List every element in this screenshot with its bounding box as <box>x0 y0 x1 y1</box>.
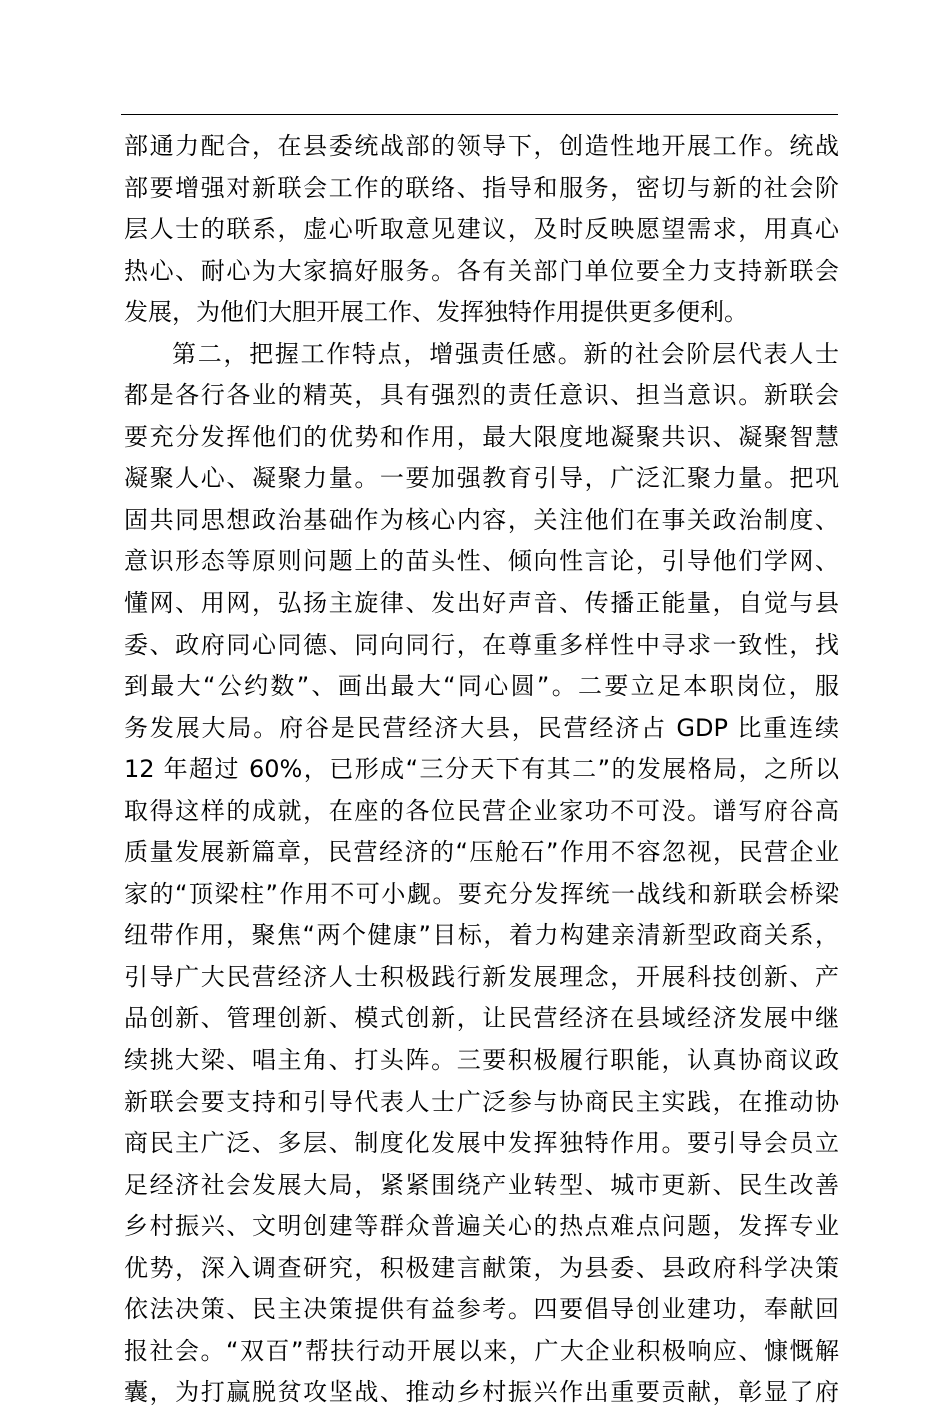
text-line: 乡村振兴、文明创建等群众普遍关心的热点难点问题，发挥专业 <box>124 1212 839 1241</box>
text-line: 纽带作用，聚焦“两个健康”目标，着力构建亲清新型政商关系， <box>124 921 839 950</box>
text-line: 优势，深入调查研究，积极建言献策，为县委、县政府科学决策 <box>124 1253 839 1282</box>
paragraph-start-line: 第二，把握工作特点，增强责任感。新的社会阶层代表人士 <box>172 339 839 368</box>
text-line: 到最大“公约数”、画出最大“同心圆”。二要立足本职岗位，服 <box>124 672 839 701</box>
text-line: 意识形态等原则问题上的苗头性、倾向性言论，引导他们学网、 <box>124 547 839 576</box>
body-text <box>124 126 839 1414</box>
text-line: 引导广大民营经济人士积极践行新发展理念，开展科技创新、产 <box>124 962 839 991</box>
header-rule <box>121 114 838 115</box>
text-line: 依法决策、民主决策提供有益参考。四要倡导创业建功，奉献回 <box>124 1295 839 1324</box>
text-line: 12 年超过 60%，已形成“三分天下有其二”的发展格局，之所以 <box>124 755 839 784</box>
text-line: 商民主广泛、多层、制度化发展中发挥独特作用。要引导会员立 <box>124 1129 839 1158</box>
text-line: 都是各行各业的精英，具有强烈的责任意识、担当意识。新联会 <box>124 381 839 410</box>
text-line: 部通力配合，在县委统战部的领导下，创造性地开展工作。统战 <box>124 132 839 160</box>
text-line: 质量发展新篇章，民营经济的“压舱石”作用不容忽视，民营企业 <box>124 838 839 867</box>
text-line: 层人士的联系，虚心听取意见建议，及时反映愿望需求，用真心 <box>124 215 839 244</box>
text-line: 新联会要支持和引导代表人士广泛参与协商民主实践，在推动协 <box>124 1087 839 1116</box>
text-line: 要充分发挥他们的优势和作用，最大限度地凝聚共识、凝聚智慧 <box>124 422 839 451</box>
text-line: 囊，为打赢脱贫攻坚战、推动乡村振兴作出重要贡献，彰显了府 <box>124 1378 839 1407</box>
text-line: 报社会。“双百”帮扶行动开展以来，广大企业积极响应、慷慨解 <box>124 1336 839 1365</box>
text-line: 部要增强对新联会工作的联络、指导和服务，密切与新的社会阶 <box>124 173 839 202</box>
text-line: 品创新、管理创新、模式创新，让民营经济在县域经济发展中继 <box>124 1004 839 1033</box>
text-line: 凝聚人心、凝聚力量。一要加强教育引导，广泛汇聚力量。把巩 <box>124 464 839 493</box>
text-line: 热心、耐心为大家搞好服务。各有关部门单位要全力支持新联会 <box>124 256 839 285</box>
text-line: 懂网、用网，弘扬主旋律、发出好声音、传播正能量，自觉与县 <box>124 589 839 618</box>
text-line: 委、政府同心同德、同向同行，在尊重多样性中寻求一致性，找 <box>124 630 839 659</box>
text-line: 取得这样的成就，在座的各位民营企业家功不可没。谱写府谷高 <box>124 796 839 825</box>
text-line: 务发展大局。府谷是民营经济大县，民营经济占 GDP 比重连续 <box>124 713 839 742</box>
text-line: 固共同思想政治基础作为核心内容，关注他们在事关政治制度、 <box>124 505 839 534</box>
text-line: 家的“顶梁柱”作用不可小觑。要充分发挥统一战线和新联会桥梁 <box>124 879 839 908</box>
text-line: 足经济社会发展大局，紧紧围绕产业转型、城市更新、民生改善 <box>124 1170 839 1199</box>
text-line: 续挑大梁、唱主角、打头阵。三要积极履行职能，认真协商议政 <box>124 1046 839 1075</box>
text-line: 发展，为他们大胆开展工作、发挥独特作用提供更多便利。 <box>124 298 748 327</box>
